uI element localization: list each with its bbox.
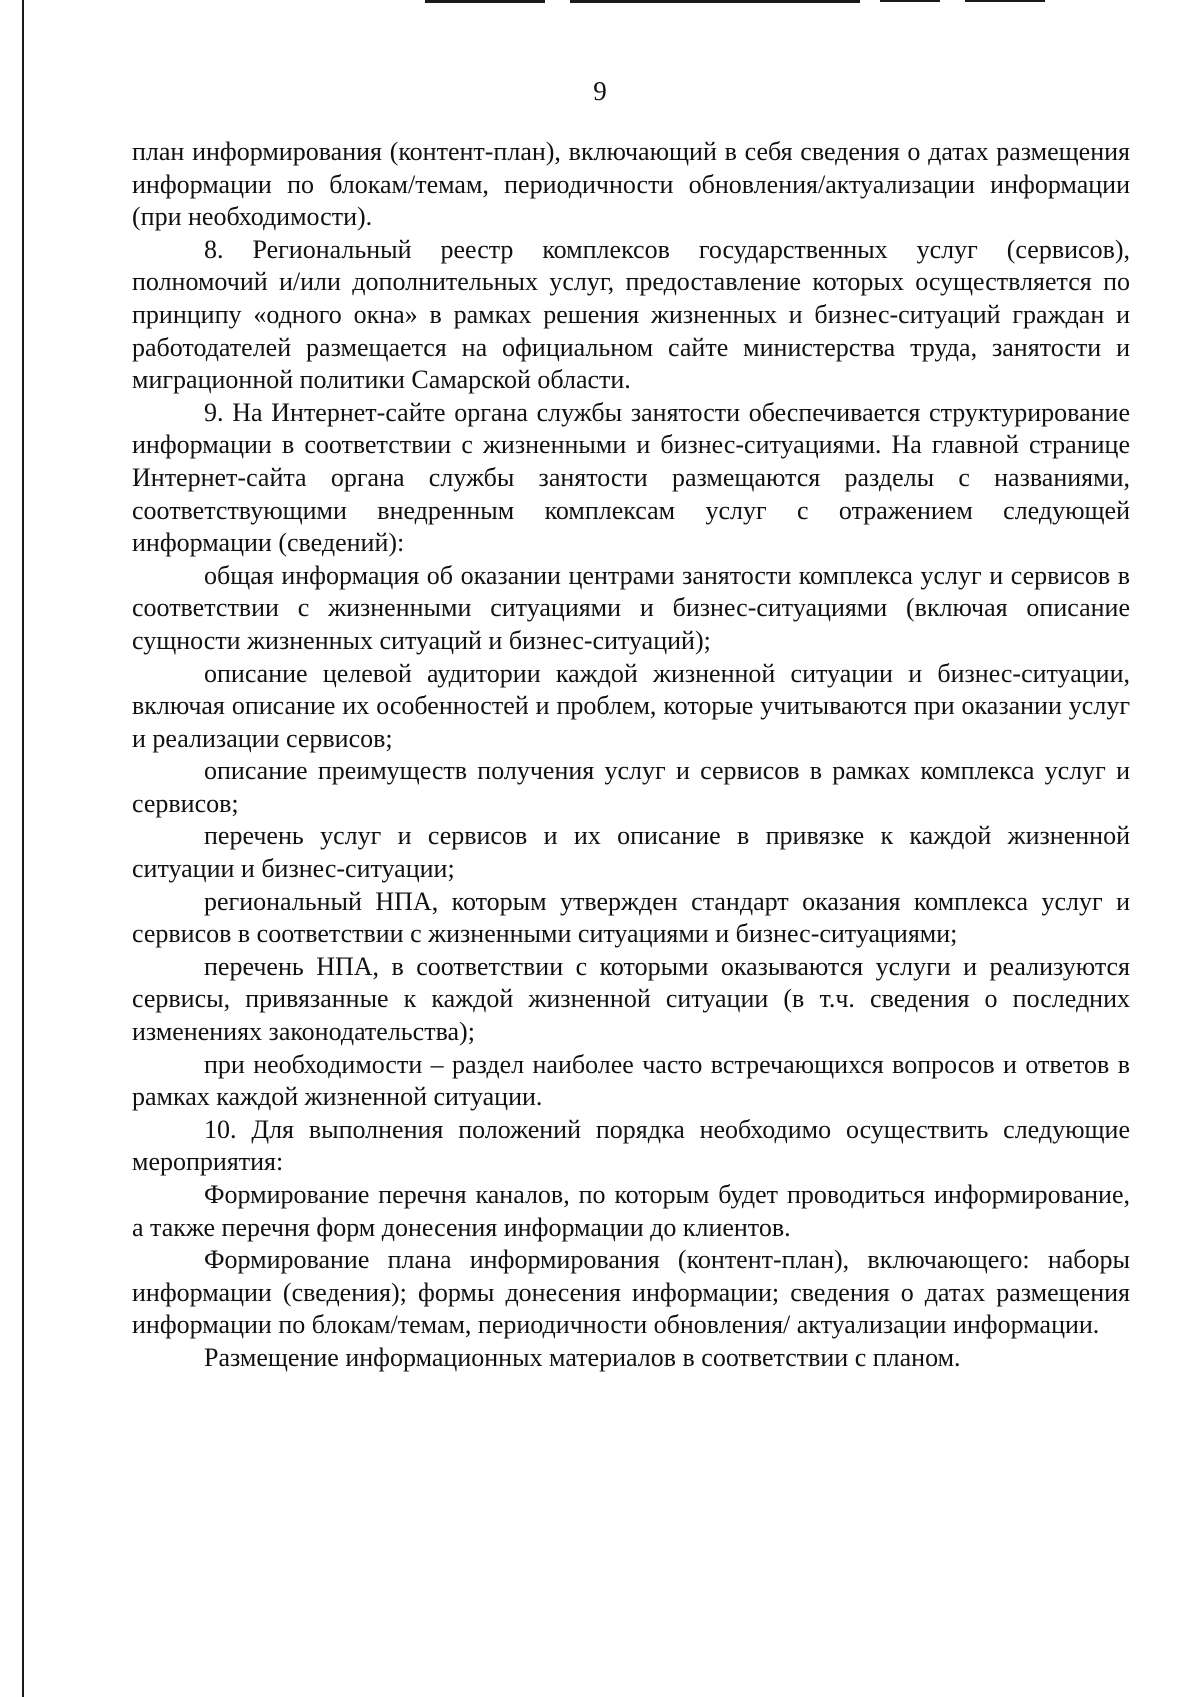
scan-top-rule [425,0,545,3]
paragraph-continuation: план информирования (контент-план), включающий в себя сведения о датах размещения информации по блокам/темам, периодичности обновления/актуализации информации (при необходимости). [132,137,1130,232]
paragraph-measure: Размещение информационных материалов в соответствии с планом. [204,1342,961,1372]
paragraph-list-item: описание целевой аудитории каждой жизненной ситуации и бизнес-ситуации, включая описание их особенностей и проблем, которые учитываются при оказании услуг и реализации сервисов; [132,658,1130,753]
paragraph-list-item: описание преимуществ получения услуг и сервисов в рамках комплекса услуг и сервисов; [132,756,1130,818]
page-number: 9 [593,76,607,106]
scan-top-rule [880,0,940,2]
scan-top-rule [570,0,860,3]
paragraph-measure: Формирование перечня каналов, по которым будет проводиться информирование, а также перечня форм донесения информации до клиентов. [132,1180,1130,1242]
paragraph-item-9: 9. На Интернет-сайте органа службы занятости обеспечивается структурирование информации в соответствии с жизненными и бизнес-ситуациями. На главной странице Интернет-сайта органа службы занятости размещаются разделы с названиями, соответствующими внедренным комплексам услуг с отражением следующей информации (сведений): [132,397,1130,558]
paragraph-item-8: 8. Региональный реестр комплексов государственных услуг (сервисов), полномочий и/или дополнительных услуг, предоставление которых осуществляется по принципу «одного окна» в рамках решения жизненных и бизнес-ситуаций граждан и работодателей размещается на официальном сайте министерства труда, занятости и миграционной политики Самарской области. [132,234,1130,395]
scan-left-border [22,0,24,1697]
paragraph-list-item: общая информация об оказании центрами занятости комплекса услуг и сервисов в соответствии с жизненными ситуациями и бизнес-ситуациями (включая описание сущности жизненных ситуаций и бизнес-ситуаций); [132,560,1130,655]
paragraph-list-item: при необходимости – раздел наиболее часто встречающихся вопросов и ответов в рамках каждой жизненной ситуации. [132,1049,1130,1112]
document-body [132,136,1130,1375]
paragraph-measure: Формирование плана информирования (контент-план), включающего: наборы информации (сведения); формы донесения информации; сведения о датах размещения информации по блокам/темам, периодичности обновления/ актуализации информации. [132,1245,1130,1340]
paragraph-list-item: региональный НПА, которым утвержден стандарт оказания комплекса услуг и сервисов в соответствии с жизненными ситуациями и бизнес-ситуациями; [132,886,1130,949]
paragraph-list-item: перечень НПА, в соответствии с которыми оказываются услуги и реализуются сервисы, привязанные к каждой жизненной ситуации (в т.ч. сведения о последних изменениях законодательства); [132,951,1130,1047]
paragraph-item-10: 10. Для выполнения положений порядка необходимо осуществить следующие мероприятия: [132,1114,1130,1177]
scan-top-rule [965,0,1045,2]
paragraph-list-item: перечень услуг и сервисов и их описание в привязке к каждой жизненной ситуации и бизнес-ситуации; [132,821,1130,884]
